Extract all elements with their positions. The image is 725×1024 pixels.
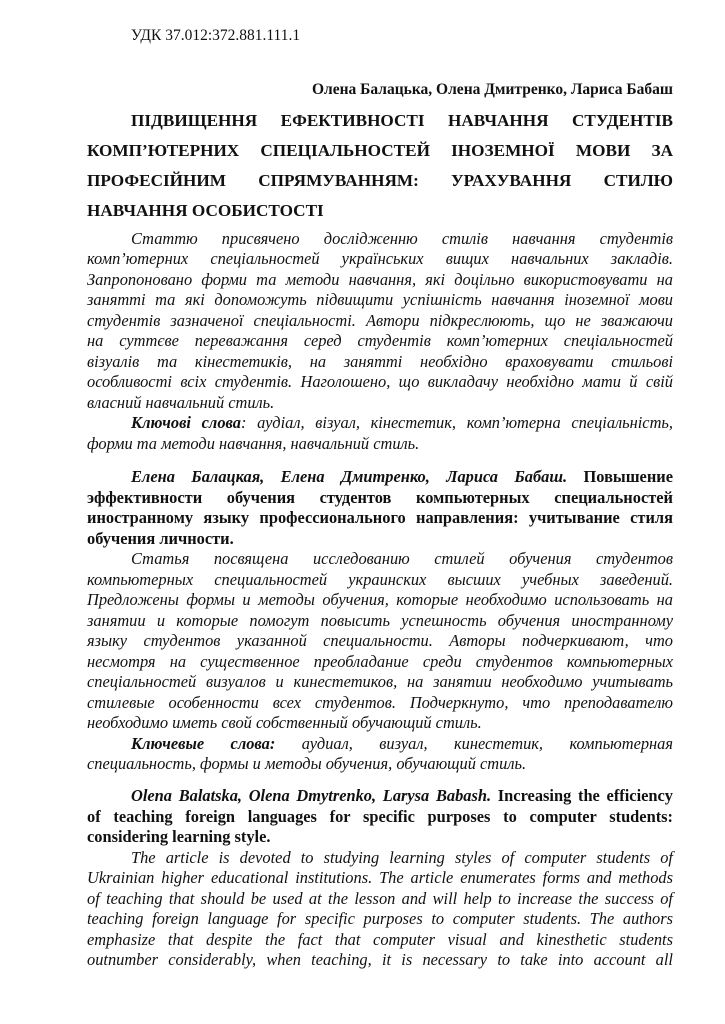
- title-ru-line: [131, 467, 673, 487]
- authors-english: Olena Balatska, Olena Dmytrenko, Larysa Babash.: [131, 786, 492, 805]
- abstract-en-line: The article is devoted to studying learning styles of computer students of: [131, 848, 673, 867]
- keywords-ua-text: : аудіал, візуал, кінестетик, комп’ютерна спеціальність,: [240, 413, 673, 432]
- abstract-en-line: emphasize that despite the fact that computer visual and kinesthetic students: [87, 930, 673, 949]
- abstract-en-line: outnumber considerably, when teaching, it is necessary to take into account all: [87, 950, 673, 969]
- authors-russian: Елена Балацкая, Елена Дмитренко, Лариса Бабаш.: [131, 467, 568, 486]
- abstract-ru-line: несмотря на существенное преобладание среди студентов компьютерных: [87, 652, 673, 671]
- abstract-ru-line: Предложены формы и методы обучения, которые необходимо использовать на: [87, 590, 673, 609]
- keywords-ru-text: аудиал, визуал, кинестетик, компьютерная: [275, 734, 673, 753]
- authors-ukrainian: Олена Балацька, Олена Дмитренко, Лариса Бабаш: [311, 81, 673, 98]
- keywords-ru-line: специальность, формы и методы обучения, обучающий стиль.: [87, 754, 527, 773]
- abstract-ua-line: власний навчальний стиль.: [87, 393, 275, 412]
- udk-code: УДК 37.012:372.881.111.1: [131, 27, 301, 44]
- title-en-line: of teaching foreign languages for specific purposes to computer students:: [87, 807, 673, 826]
- abstract-ru-line: стилевые особенности всех студентов. Подчеркнуто, что преподавателю: [87, 693, 673, 712]
- abstract-ru-line: Статья посвящена исследованию стилей обучения студентов: [131, 549, 673, 568]
- title-ua-line: ПРОФЕСІЙНИМ СПРЯМУВАННЯМ: УРАХУВАННЯ СТИЛЮ: [87, 171, 673, 190]
- abstract-ua-line: на суттєве переважання серед студентів комп’ютерних спеціальностей: [87, 331, 673, 350]
- title-en-line: [131, 786, 673, 806]
- abstract-en-line: teaching foreign language for specific purposes to computer students. The authors: [87, 909, 673, 928]
- title-ru-line: иностранному языку профессионального направления: учитывание стиля: [87, 508, 673, 527]
- title-en-line: considering learning style.: [87, 827, 271, 846]
- abstract-ru-line: спеціальностей визуалов и кинестетиков, на занятии необходимо учитывать: [87, 672, 673, 691]
- title-ua-line: ПІДВИЩЕННЯ ЕФЕКТИВНОСТІ НАВЧАННЯ СТУДЕНТІВ: [131, 111, 673, 130]
- keywords-ua-label: Ключові слова: [131, 413, 241, 432]
- abstract-ua-line: студентів зазначеної спеціальності. Автори підкреслюють, що не зважаючи: [87, 311, 673, 330]
- title-en-start: Increasing the efficiency: [491, 786, 673, 805]
- abstract-ru-line: компьютерных специальностей украинских высших учебных заведений.: [87, 570, 673, 589]
- keywords-ru-label: Ключевые слова:: [131, 734, 276, 753]
- abstract-ua-line: занятті та які допоможуть підвищити успішність навчання іноземної мови: [87, 290, 673, 309]
- abstract-ua-line: Запропоновано форми та методи навчання, які доцільно використовувати на: [87, 270, 673, 289]
- abstract-en-line: of teaching that should be used at the lesson and will help to increase the success of: [87, 889, 673, 908]
- title-ru-start: Повышение: [567, 467, 673, 486]
- abstract-en-line: Ukrainian higher educational institutions. The article enumerates forms and methods: [87, 868, 673, 887]
- abstract-ua-line: комп’ютерних спеціальностей українських вищих навчальних закладів.: [87, 249, 673, 268]
- abstract-ru-line: необходимо иметь свой собственный обучающий стиль.: [87, 713, 482, 732]
- title-ua-line: НАВЧАННЯ ОСОБИСТОСТІ: [87, 201, 324, 220]
- keywords-ua: [131, 413, 673, 433]
- title-ua-line: КОМП’ЮТЕРНИХ СПЕЦІАЛЬНОСТЕЙ ІНОЗЕМНОЇ МОВИ ЗА: [87, 141, 673, 160]
- abstract-ru-line: занятии и которые помогут повысить успешность обучения иностранному: [87, 611, 673, 630]
- abstract-ua-line: візуалів та кінестетиків, на занятті необхідно враховувати стильові: [87, 352, 673, 371]
- keywords-ru: [131, 734, 673, 754]
- title-ru-line: эффективности обучения студентов компьютерных специальностей: [87, 488, 673, 507]
- keywords-ua-line: форми та методи навчання, навчальний стиль.: [87, 434, 420, 453]
- title-ru-line: обучения личности.: [87, 529, 234, 548]
- abstract-ru-line: языку студентов указанной специальности. Авторы подчеркивают, что: [87, 631, 673, 650]
- abstract-ua-line: Статтю присвячено дослідженню стилів навчання студентів: [131, 229, 673, 248]
- abstract-ua-line: особливості всіх студентів. Наголошено, що викладачу необхідно мати й свій: [87, 372, 673, 391]
